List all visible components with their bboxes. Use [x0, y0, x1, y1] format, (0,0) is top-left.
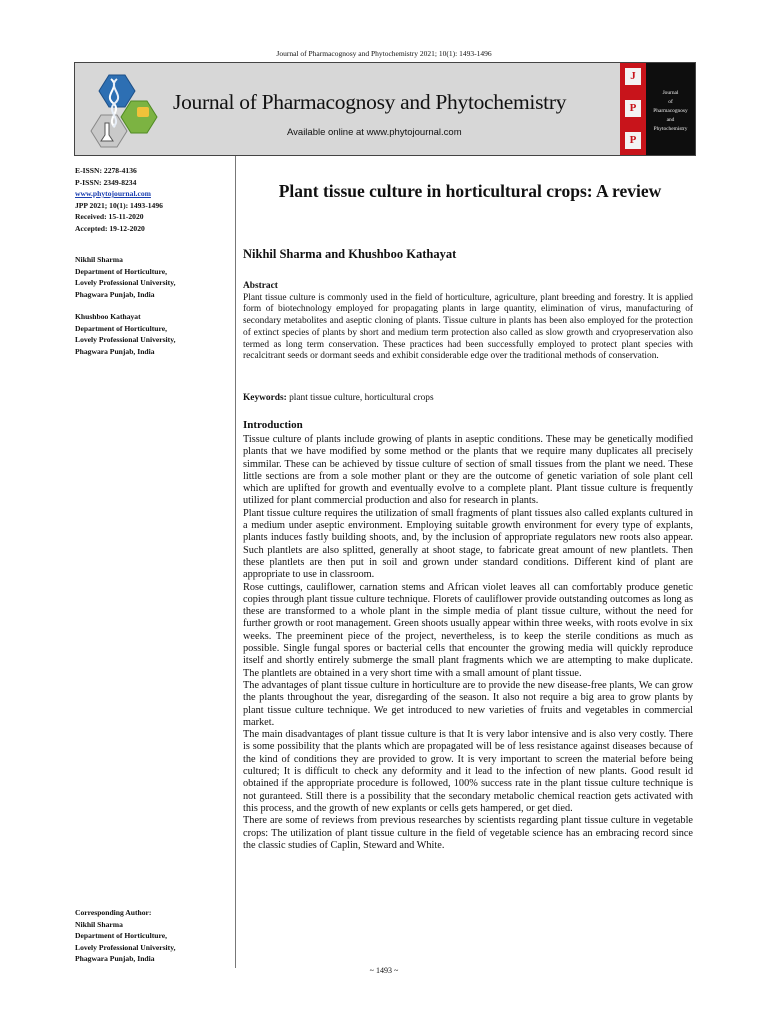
- affiliation-line: Department of Horticulture,: [75, 323, 168, 333]
- article-title: Plant tissue culture in horticultural crops: A review: [278, 181, 662, 201]
- corresponding-line: Lovely Professional University,: [75, 942, 176, 952]
- body-paragraph: Plant tissue culture requires the utilization of small fragments of plant tissues also called explants cultured in a medium under aseptic environment. Employing suitable growth environment for every type of explants, plants induces fastly building shoots, and, by the inclusion of appropriate regulators new roots also appear. Such plantlets are also splitted, generally at shoot stage, to fabricate great amount of new plantlets. Then these plantlets are then put in soil and grown under standard conditions. Different kind of plant are appropriate to use in classroom.: [243, 507, 693, 581]
- keywords-label: Keywords:: [243, 393, 287, 403]
- journal-url-link[interactable]: www.phytojournal.com: [75, 189, 151, 198]
- received-date: Received: 15-11-2020: [75, 212, 144, 221]
- introduction-heading: Introduction: [243, 419, 303, 431]
- journal-banner: [74, 62, 696, 156]
- journal-title: Journal of Pharmacognosy and Phytochemistry: [173, 90, 567, 114]
- affiliation-name: Khushboo Kathayat: [75, 312, 141, 321]
- eissn: E-ISSN: 2278-4136: [75, 166, 137, 175]
- body-paragraph: Rose cuttings, cauliflower, carnation stems and African violet leaves all can comfortably produce genetic copies through plant tissue culture technique. Florets of cauliflower provide outstanding outcomes as long as these are transformed to a whole plant in the simple media of plant tissue culture, without the need for further growth or root management. Green shoots usually appear within three weeks, with roots evolve in six weeks. The preeminent piece of the project, nevertheless, is to keep the sterile conditions as much as possible. Single fungal spores or bacterial cells that encounter the growing media will quickly reproduce itself and shortly entirely submerge the small plant fragments which we are attempting to make duplicate. The plantlets are obtained in a very short time with a small amount of plant tissue.: [243, 581, 693, 679]
- pissn: P-ISSN: 2349-8234: [75, 177, 137, 187]
- badge-line: of: [668, 99, 673, 105]
- corresponding-author: [75, 907, 235, 965]
- body-paragraph: The advantages of plant tissue culture in horticulture are to provide the new disease-free plants, We can grow the plants throughout the year, disregarding of the season. It also not require a big area to grow plants by plant tissue culture technique. We get introduced to new varieties of fruits and vegetables in commercial market.: [243, 679, 693, 728]
- jpp-red-badge: [620, 63, 646, 155]
- badge-line: and: [666, 117, 675, 123]
- running-head: Journal of Pharmacognosy and Phytochemistry 2021; 10(1): 1493-1496: [276, 49, 492, 58]
- corresponding-name: Nikhil Sharma: [75, 919, 123, 929]
- corresponding-label: Corresponding Author:: [75, 908, 152, 917]
- abstract: [243, 281, 693, 363]
- body-paragraph: The main disadvantages of plant tissue culture is that It is very labor intensive and is also very costly. There is some possibility that the plants which are propagated will be of less resistance against diseases because of the kind of conditions they are provided to grow. It is very important to screen the material before being cultured; It is difficult to check any deformity and it lead to the infection of new plants. Good result id obtained if the appropriate procedure is followed, 100% success rate in the plant tissue culture technique is not guranteed. Still there is a possibility that the secondary metabolic chemical reaction gets activated with this process, and the growth of new explants or cells gets hampered, or get died.: [243, 729, 693, 814]
- body-paragraph: Tissue culture of plants include growing of plants in aseptic conditions. These may be genetically modified plants that we have modified by some method or the plants that we require many duplicates all precisely simmilar. These can be achieved by tissue culture of section of small tissues from the plant we need. These little sections are from a sole mother plant or they are the outcome of genetic variation of sole plant cell which are uplifted for growth and eventually evolve to a complete plant. Plant tissue culture is frequently utilized for plant commercial production and also for research in plants.: [243, 434, 693, 507]
- keywords: [243, 393, 693, 403]
- jpp-letter-j: J: [625, 68, 641, 85]
- affiliation-line: Lovely Professional University,: [75, 278, 176, 287]
- body-paragraph: There are some of reviews from previous researches by scientists regarding plant tissue culture in vegetable crops: The utilization of plant tissue culture in the field of vegetable science has an embracing record since the classic studies of Caplin, Steward and White.: [243, 815, 693, 851]
- abstract-heading: Abstract: [243, 281, 278, 291]
- journal-availability: Available online at www.phytojournal.com: [287, 127, 462, 138]
- accepted-date: Accepted: 19-12-2020: [75, 223, 145, 233]
- jpp-letter-p1: P: [625, 100, 641, 117]
- jpp-journal-badge: [646, 63, 695, 155]
- abstract-text: Plant tissue culture is commonly used in the field of horticulture, agriculture, plant breeding and forestry. It is applied form of biotechnology employed for propagating plants in large quantity, elimination of virus, manufacturing of secondary metabolites and aseptic cloning of plants. Tissue culture in plants has been also employed for the protection of extinct species of plants by short and medium term protection also called as slow growth and cryopreservation also termed as long term conservation. These practices had been successfully employed to protect plant species with recalcitrant seeds or dormant seeds and exhibit considerable edge over the traditional methods of conservation.: [243, 292, 693, 362]
- corresponding-line: Phagwara Punjab, India: [75, 954, 155, 963]
- article-sidebar: [75, 165, 235, 357]
- author-affiliation: [75, 311, 235, 357]
- affiliation-line: Phagwara Punjab, India: [75, 289, 155, 299]
- column-divider: [235, 156, 236, 968]
- affiliation-line: Department of Horticulture,: [75, 266, 168, 276]
- badge-line: Phytochemistry: [653, 126, 688, 132]
- author-affiliation: [75, 254, 235, 300]
- corresponding-line: Department of Horticulture,: [75, 931, 168, 940]
- journal-logo-icon: [81, 69, 163, 151]
- journal-identifiers: [75, 165, 235, 234]
- jpp-letter-p2: P: [625, 132, 641, 149]
- article-body: [243, 434, 693, 852]
- keywords-text: plant tissue culture, horticultural crops: [286, 393, 434, 403]
- affiliation-line: Phagwara Punjab, India: [75, 346, 155, 356]
- affiliation-name: Nikhil Sharma: [75, 255, 123, 264]
- badge-line: Journal: [662, 90, 679, 96]
- article-authors: Nikhil Sharma and Khushboo Kathayat: [243, 247, 457, 261]
- badge-line: Pharmacognosy: [653, 108, 688, 114]
- affiliation-line: Lovely Professional University,: [75, 335, 176, 344]
- page-number: ~ 1493 ~: [369, 966, 399, 975]
- jpp-citation: JPP 2021; 10(1): 1493-1496: [75, 200, 163, 210]
